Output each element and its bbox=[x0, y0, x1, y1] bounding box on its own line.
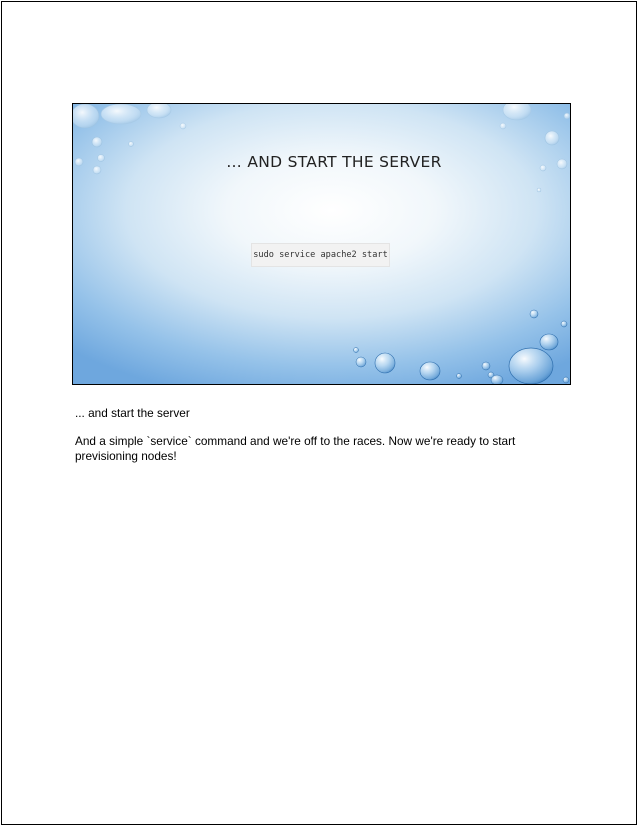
handout-page bbox=[1, 1, 637, 825]
droplet bbox=[537, 188, 541, 192]
droplet bbox=[356, 357, 366, 367]
slide-thumbnail bbox=[72, 103, 571, 385]
droplet bbox=[354, 348, 359, 353]
slide-title: … AND START THE SERVER bbox=[226, 153, 442, 171]
code-snippet: sudo service apache2 start bbox=[251, 243, 390, 267]
droplet bbox=[509, 348, 553, 384]
droplet bbox=[73, 104, 99, 128]
droplet bbox=[92, 137, 102, 147]
notes-spacer bbox=[75, 421, 555, 434]
droplet bbox=[564, 113, 570, 119]
droplet bbox=[500, 123, 506, 129]
droplet bbox=[375, 353, 395, 373]
droplet bbox=[420, 362, 440, 380]
speaker-notes bbox=[75, 406, 555, 464]
droplet bbox=[147, 104, 171, 118]
droplet bbox=[101, 104, 141, 124]
droplet bbox=[491, 375, 503, 384]
notes-heading: ... and start the server bbox=[75, 406, 190, 420]
notes-body: And a simple `service` command and we're off to the races. Now we're ready to start previsioning nodes! bbox=[75, 434, 516, 463]
droplet bbox=[563, 377, 569, 383]
droplet bbox=[540, 334, 558, 350]
droplet bbox=[503, 104, 531, 120]
droplet bbox=[530, 310, 538, 318]
droplet bbox=[561, 321, 567, 327]
droplet bbox=[180, 123, 186, 129]
droplet bbox=[545, 131, 559, 145]
droplet bbox=[129, 142, 134, 147]
droplet bbox=[482, 362, 490, 370]
droplet bbox=[457, 374, 462, 379]
